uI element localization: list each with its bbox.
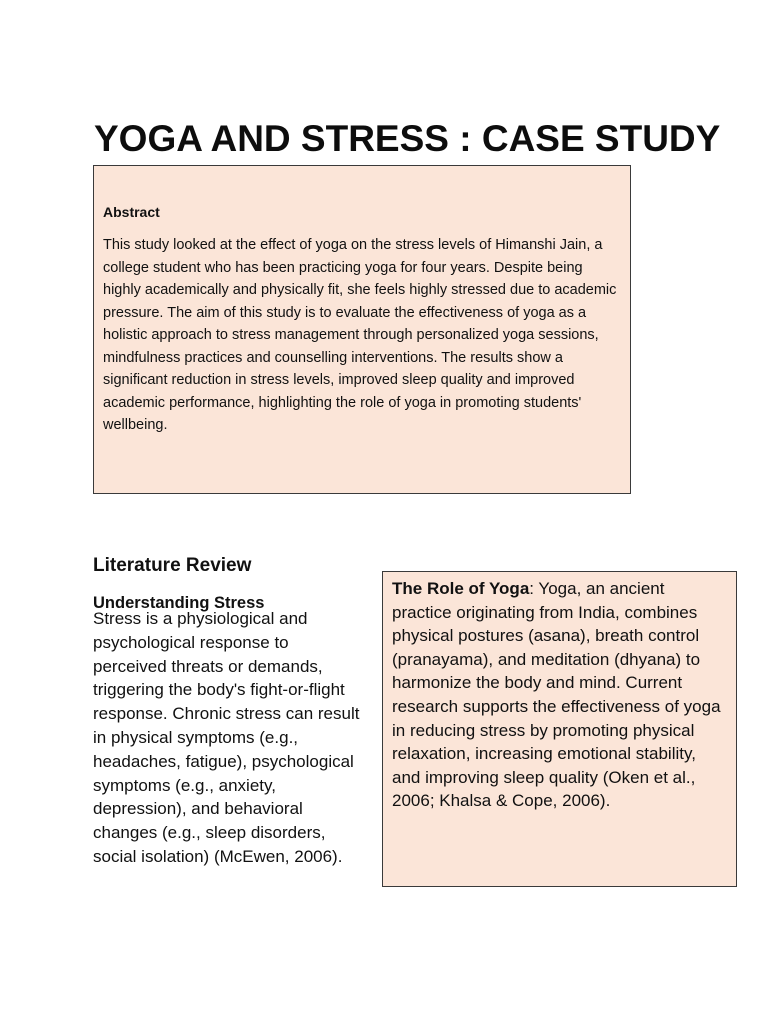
role-of-yoga-label: The Role of Yoga <box>392 579 530 598</box>
document-title: YOGA AND STRESS : CASE STUDY <box>94 117 721 159</box>
abstract-heading: Abstract <box>103 204 160 220</box>
role-of-yoga-box <box>382 571 737 887</box>
literature-review-heading: Literature Review <box>93 554 252 576</box>
abstract-body: This study looked at the effect of yoga on the stress levels of Himanshi Jain, a college student who has been practicing yoga for four years. Despite being highly academically and physically fit, she feels highly stressed due to academic pressure. The aim of this study is to evaluate the effectiveness of yoga as a holistic approach to stress management through personalized yoga sessions, mindfulness practices and counselling interventions. The results show a significant reduction in stress levels, improved sleep quality and improved academic performance, highlighting the role of yoga in promoting students' wellbeing. <box>103 237 617 433</box>
understanding-stress-heading: Understanding Stress <box>93 593 265 612</box>
abstract-box <box>93 165 631 494</box>
role-of-yoga-paragraph <box>392 577 728 813</box>
understanding-stress-body: Stress is a physiological and psychological response to perceived threats or demands, triggering the body's fight-or-flight response. Chronic stress can result in physical symptoms (e.g., headaches, fatigue), psychological symptoms (e.g., anxiety, depression), and behavioral changes (e.g., sleep disorders, social isolation) (McEwen, 2006). <box>93 609 360 866</box>
role-of-yoga-body: : Yoga, an ancient practice originating from India, combines physical postures (asana), breath control (pranayama), and meditation (dhyana) to harmonize the body and mind. Current research supports the effectiveness of yoga in reducing stress by promoting physical relaxation, increasing emotional stability, and improving sleep quality (Oken et al., 2006; Khalsa & Cope, 2006). <box>392 579 721 811</box>
